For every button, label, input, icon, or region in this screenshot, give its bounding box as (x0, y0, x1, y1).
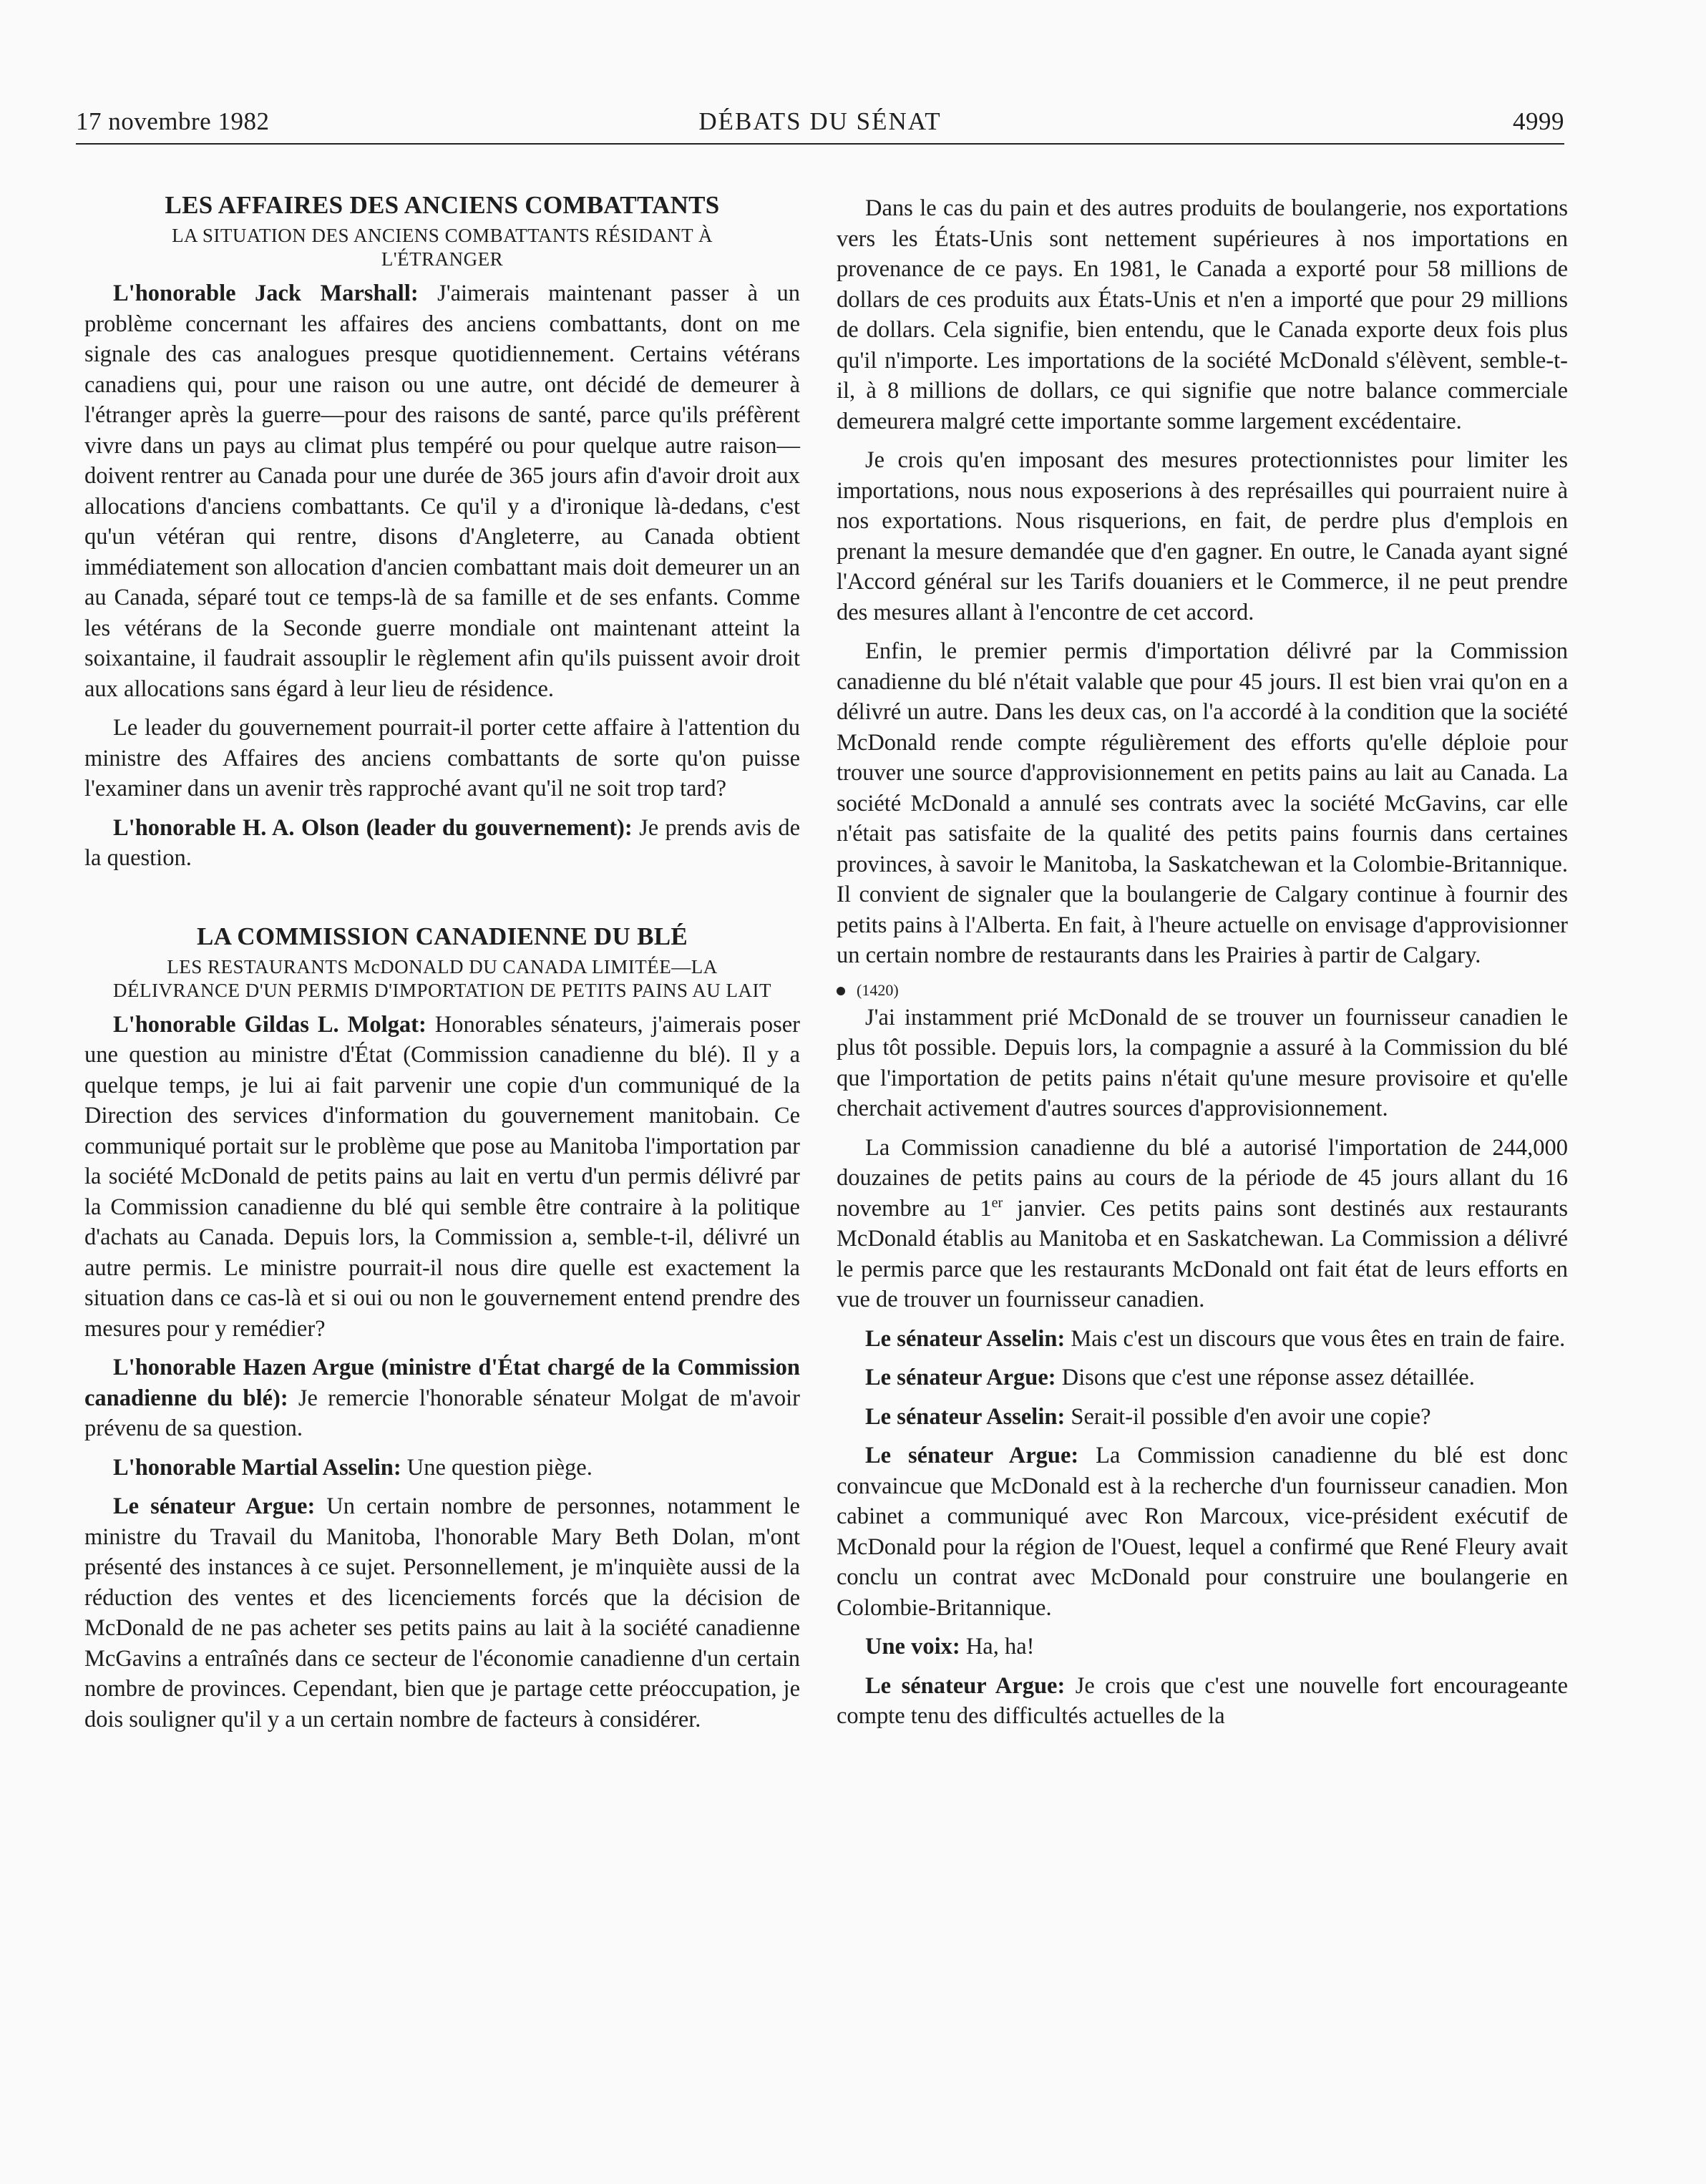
speech-text: Disons que c'est une réponse assez détaillée. (1056, 1365, 1475, 1390)
speech-text: Honorables sénateurs, j'aimerais poser une question au ministre d'État (Commission canadienne du blé). Il y a quelque temps, je lui ai fait parvenir une copie d'un communiqué de la Direction des services d'information du gouvernement manitobain. Ce communiqué portait sur le problème que pose au Manitoba l'importation par la société McDonald de petits pains au lait en vertu d'un permis délivré par la Commission canadienne du blé qui semble être contraire à la politique d'achats au Canada. Depuis lors, la Commission a, semble-t-il, délivré un autre permis. Le ministre pourrait-il nous dire quelle est exactement la situation dans ce cas-là et si oui ou non le gouvernement entend prendre des mesures pour y remédier? (84, 1011, 801, 1342)
paragraph (837, 1133, 1568, 1315)
paragraph: Dans le cas du pain et des autres produits de boulangerie, nos exportations vers les États-Unis sont nettement supérieures à nos importations en provenance de ce pays. En 1981, le Canada a exporté pour 58 millions de dollars de ces produits aux États-Unis et n'en a importé que pour 29 millions de dollars. Cela signifie, bien entendu, que le Canada exporte deux fois plus qu'il n'importe. Les importations de la société McDonald s'élèvent, semble-t-il, à 8 millions de dollars, ce qui signifie que notre balance commerciale demeurera malgré cette importante somme largement excédentaire. (837, 195, 1568, 434)
speech-text: Ha, ha! (960, 1634, 1035, 1659)
paragraph (837, 1632, 1568, 1662)
speaker-name: Le sénateur Argue: (865, 1365, 1056, 1390)
superscript: er (991, 1194, 1003, 1211)
speaker-name: Le sénateur Argue: (865, 1672, 1066, 1699)
paragraph: Le leader du gouvernement pourrait-il porter cette affaire à l'attention du ministre des Affaires des anciens combattants de sorte qu'on puisse l'examiner dans un avenir très rapproché avant qu'il ne soit trop tard? (84, 715, 800, 801)
paragraph (837, 1402, 1568, 1433)
page-number: 4999 (1513, 107, 1564, 135)
time-marker-text: (1420) (857, 980, 899, 999)
paragraph (837, 1324, 1568, 1355)
speaker-name: Le sénateur Argue: (865, 1443, 1079, 1468)
section-heading-wheat-board: LA COMMISSION CANADIENNE DU BLÉ (196, 922, 688, 950)
section-subheading-veterans: LA SITUATION DES ANCIENS COMBATTANTS RÉSIDANT À L'ÉTRANGER (172, 225, 713, 270)
paragraph (84, 1010, 800, 1345)
speech-text: Serait-il possible d'en avoir une copie? (1065, 1403, 1431, 1430)
section-heading-veterans: LES AFFAIRES DES ANCIENS COMBATTANTS (165, 191, 720, 219)
speech-text: Je remercie l'honorable sénateur Molgat de m'avoir prévenu de sa question. (84, 1385, 801, 1441)
left-column (84, 190, 800, 1743)
paragraph: J'ai instamment prié McDonald de se trouver un fournisseur canadien le plus tôt possible. Depuis lors, la compagnie a assuré à la Commission du blé que l'importation de petits pains n'était qu'une mesure provisoire et qu'elle cherchait activement d'autres sources d'approvisionnement. (837, 1004, 1568, 1121)
paragraph (84, 1352, 800, 1444)
paragraph (84, 1491, 800, 1735)
paragraph (84, 813, 800, 874)
speaker-name: L'honorable Gildas L. Molgat: (113, 1011, 426, 1038)
speech-text: Une question piège. (401, 1454, 593, 1481)
header-date: 17 novembre 1982 (76, 107, 270, 135)
speaker-name: L'honorable Martial Asselin: (113, 1454, 401, 1481)
speaker-name: L'honorable H. A. Olson (leader du gouvernement): (113, 814, 633, 841)
speaker-name: Une voix: (865, 1634, 960, 1659)
speech-text: Un certain nombre de personnes, notamment le ministre du Travail du Manitoba, l'honorable Mary Beth Dolan, m'ont présenté des instances à ce sujet. Personnellement, je m'inquiète aussi de la réduction des ventes et des licenciements forcés que la décision de McDonald de ne pas acheter ses petits pains au lait à la société canadienne McGavins a entraînés dans ce secteur de l'économie canadienne d'un certain nombre de provinces. Cependant, bien que je partage cette préoccupation, je dois souligner qu'il y a un certain nombre de facteurs à considérer. (84, 1493, 800, 1732)
speaker-name: Le sénateur Argue: (113, 1493, 316, 1519)
paragraph (84, 1453, 800, 1483)
speaker-name: L'honorable Jack Marshall: (113, 281, 419, 306)
speech-text: La Commission canadienne du blé a autorisé l'importation de 244,000 douzaines de petits pains au cours de la période de 45 jours allant du 16 novembre au 1 (837, 1134, 1568, 1222)
speech-text: janvier. Ces petits pains sont destinés aux restaurants McDonald établis au Manitoba et en Saskatchewan. La Commission a délivré le permis parce que les restaurants McDonald ont fait état de leurs efforts en vue de trouver un fournisseur canadien. (837, 1195, 1568, 1312)
time-marker (837, 980, 1568, 1001)
paragraph: Enfin, le premier permis d'importation délivré par la Commission canadienne du blé n'était valable que pour 45 jours. Il est bien vrai qu'on en a délivré un autre. Dans les deux cas, on l'a accordé à la condition que la société McDonald rende compte régulièrement des efforts qu'elle déploie pour trouver une source d'approvisionnement en petits pains au lait au Canada. La société McDonald a annulé ses contrats avec la société McGavins, car elle n'était pas satisfaite de la qualité des petits pains fournis dans certaines provinces, à savoir le Manitoba, la Saskatchewan et la Colombie-Britannique. Il convient de signaler que la boulangerie de Calgary continue à fournir des petits pains à l'Alberta. En fait, à l'heure actuelle on envisage d'approvisionner un certain nombre de restaurants dans les Prairies à partir de Calgary. (837, 638, 1568, 968)
paragraph (837, 1440, 1568, 1623)
paragraph (837, 1671, 1568, 1732)
speech-text: J'aimerais maintenant passer à un problème concernant les affaires des anciens combattants, dont on me signale des cas analogues presque quotidiennement. Certains vétérans canadiens qui, pour une raison ou une autre, ont décidé de demeurer à l'étranger après la guerre—pour des raisons de santé, parce qu'ils préfèrent vivre dans un pays au climat plus tempéré ou pour quelque autre raison—doivent rentrer au Canada pour une durée de 365 jours afin d'avoir droit aux allocations d'anciens combattants. Ce qu'il y a d'ironique là-dedans, c'est qu'un vétéran qui rentre, disons d'Angleterre, au Canada obtient immédiatement son allocation d'ancien combattant mais doit demeurer un an au Canada, séparé tout ce temps-là de sa famille et de ses enfants. Comme les vétérans de la Seconde guerre mondiale ont maintenant atteint la soixantaine, il faudrait assouplir le règlement afin qu'ils puissent avoir droit aux allocations sans égard à leur lieu de résidence. (84, 281, 800, 702)
speaker-name: Le sénateur Asselin: (865, 1325, 1066, 1352)
speech-text: Mais c'est un discours que vous êtes en train de faire. (1065, 1325, 1566, 1352)
running-header (76, 107, 1564, 145)
right-column (837, 193, 1568, 1740)
paragraph (837, 1362, 1568, 1393)
bullet-icon (837, 987, 845, 995)
speaker-name: L'honorable Hazen Argue (ministre d'État chargé de la Commission canadienne du blé): (84, 1355, 800, 1411)
speech-text: Je crois que c'est une nouvelle fort encourageante compte tenu des difficultés actuelles de la (837, 1672, 1568, 1729)
speech-text: La Commission canadienne du blé est donc convaincue que McDonald est à la recherche d'un fournisseur canadien. Mon cabinet a communiqué avec Ron Marcoux, vice-président exécutif de McDonald pour la région de l'Ouest, lequel a confirmé que René Fleury avait conclu un contrat avec McDonald pour construire une boulangerie en Colombie-Britannique. (837, 1443, 1568, 1621)
speaker-name: Le sénateur Asselin: (865, 1403, 1066, 1430)
section-gap (84, 882, 800, 921)
section-subheading-wheat-board: LES RESTAURANTS McDONALD DU CANADA LIMITÉE—LA DÉLIVRANCE D'UN PERMIS D'IMPORTATION DE PETITS PAINS AU LAIT (113, 955, 771, 1001)
paragraph: Je crois qu'en imposant des mesures protectionnistes pour limiter les importations, nous nous exposerions à des représailles qui pourraient nuire à nos exportations. Nous risquerions, en fait, de perdre plus d'emplois en prenant la mesure demandée que d'en gagner. En outre, le Canada ayant signé l'Accord général sur les Tarifs douaniers et le Commerce, il ne peut prendre des mesures allant à l'encontre de cet accord. (837, 447, 1568, 625)
speech-text: Je prends avis de la question. (84, 814, 801, 871)
header-title: DÉBATS DU SÉNAT (698, 107, 942, 135)
paragraph (84, 278, 800, 704)
